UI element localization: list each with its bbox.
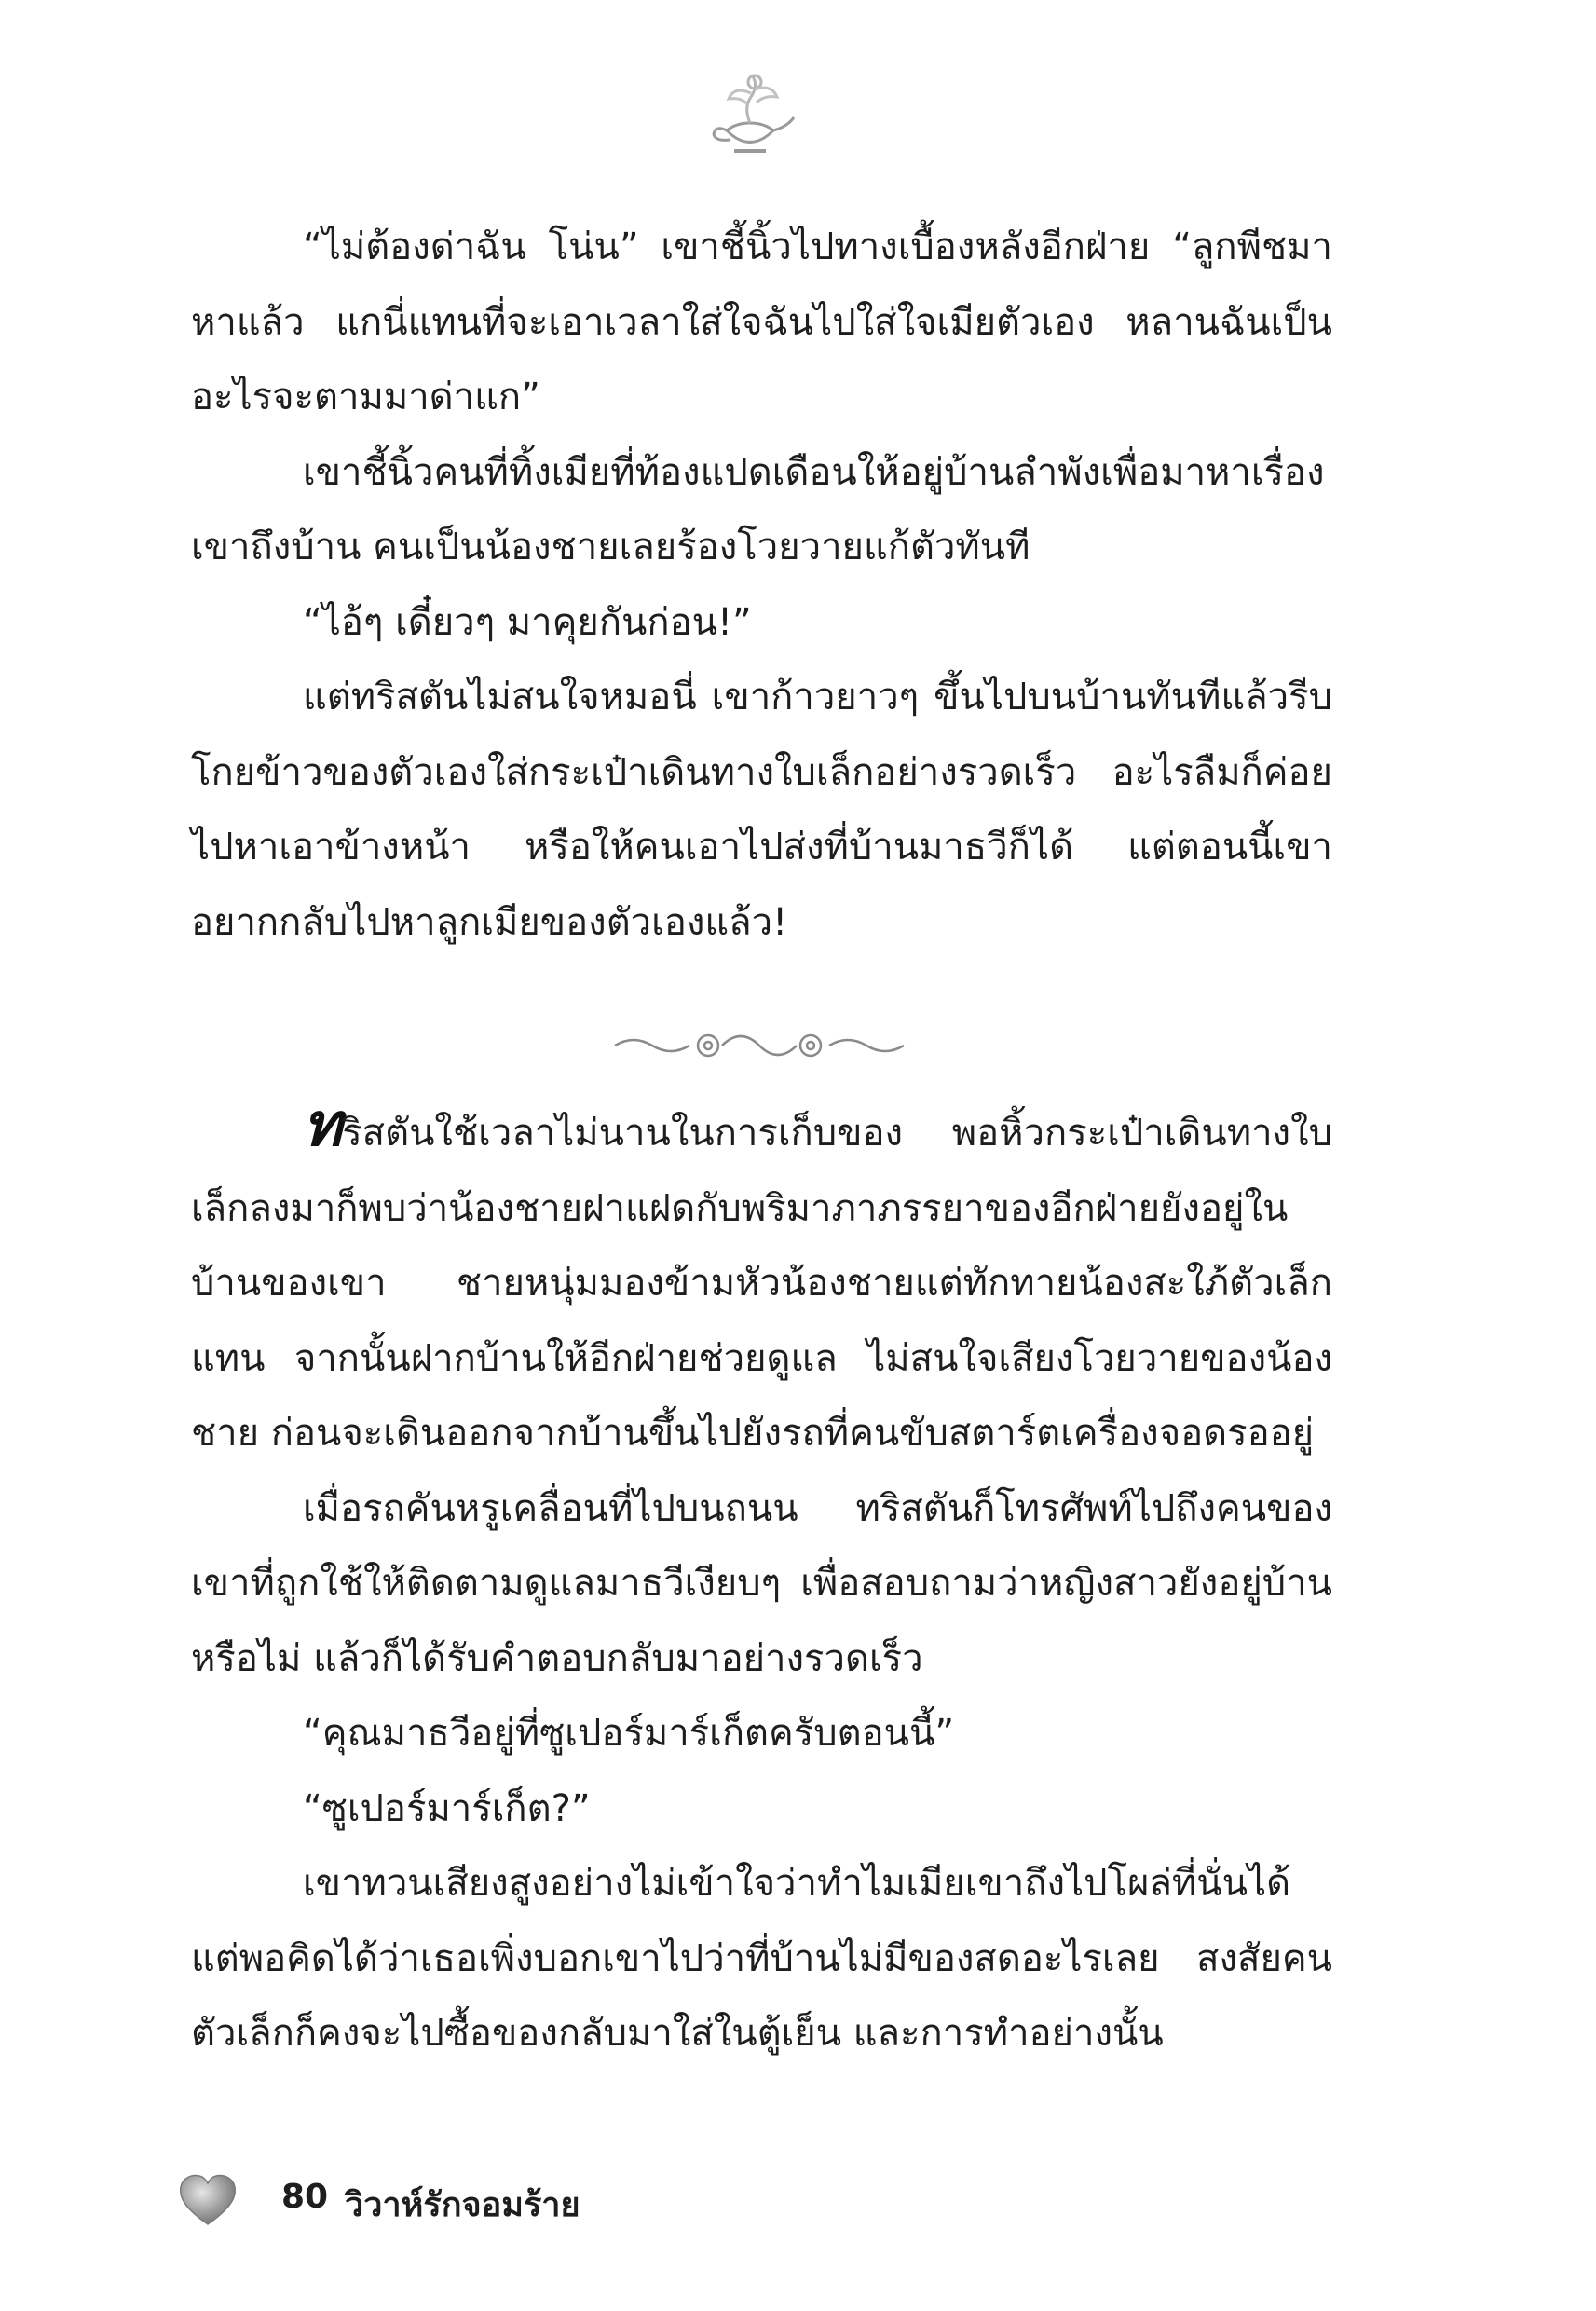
paragraph: “ซูเปอร์มาร์เก็ต?” [303, 1786, 591, 1830]
paragraph: เขาชี้นิ้วคนที่ทิ้งเมียที่ท้องแปดเดือนให้อยู่บ้านลำพังเพื่อมาหาเรื่องเขาถึงบ้าน คนเป็นน้องชายเลยร้องโวยวายแก้ตัวทันที [191, 450, 1325, 568]
lamp-fairy-ornament-icon [699, 65, 801, 168]
paragraph: แต่ทริสตันไม่สนใจหมอนี่ เขาก้าวยาวๆ ขึ้นไปบนบ้านทันทีแล้วรีบโกยข้าวของตัวเองใส่กระเป๋าเดินทางใบเล็กอย่างรวดเร็ว อะไรลืมก็ค่อยไปหาเอาข้างหน้า หรือให้คนเอาไปส่งที่บ้านมาธวีก็ได้ แต่ตอนนี้เขาอยากกลับไปหาลูกเมียของตัวเองแล้ว! [191, 676, 1332, 944]
passage-top [191, 210, 1332, 960]
heart-icon [177, 2172, 239, 2226]
scroll-flourish-divider-icon [606, 1025, 913, 1066]
paragraph: “ไอ้ๆ เดี๋ยวๆ มาคุยกันก่อน!” [303, 600, 752, 644]
paragraph: เมื่อรถคันหรูเคลื่อนที่ไปบนถนน ทริสตันก็โทรศัพท์ไปถึงคนของเขาที่ถูกใช้ให้ติดตามดูแลมาธวีเงียบๆ เพื่อสอบถามว่าหญิงสาวยังอยู่บ้านหรือไม่ แล้วก็ได้รับคำตอบกลับมาอย่างรวดเร็ว [191, 1486, 1332, 1680]
paragraph-with-dropcap [191, 1090, 1332, 1471]
paragraph: “ไม่ต้องด่าฉัน โน่น” เขาชี้นิ้วไปทางเบื้องหลังอีกฝ่าย “ลูกพีชมาหาแล้ว แกนี่แทนที่จะเอาเวลาใส่ใจฉันไปใส่ใจเมียตัวเอง หลานฉันเป็นอะไรจะตามมาด่าแก” [191, 226, 1332, 418]
paragraph-text: ริสตันใช้เวลาไม่นานในการเก็บของ พอหิ้วกระเป๋าเดินทางใบเล็กลงมาก็พบว่าน้องชายฝาแฝดกับพริมาภาภรรยาของอีกฝ่ายยังอยู่ในบ้านของเขา ชายหนุ่มมองข้ามหัวน้องชายแต่ทักทายน้องสะใภ้ตัวเล็กแทน จากนั้นฝากบ้านให้อีกฝ่ายช่วยดูแล ไม่สนใจเสียงโวยวายของน้องชาย ก่อนจะเดินออกจากบ้านขึ้นไปยังรถที่คนขับสตาร์ตเครื่องจอดรออยู่ [191, 1112, 1332, 1455]
drop-cap: ท [303, 1090, 343, 1160]
book-title: วิวาห์รักจอมร้าย [345, 2186, 580, 2224]
page-footer [177, 2167, 829, 2232]
passage-bottom [191, 1090, 1332, 2072]
page-number: 80 [281, 2178, 329, 2216]
paragraph: เขาทวนเสียงสูงอย่างไม่เข้าใจว่าทำไมเมียเขาถึงไปโผล่ที่นั่นได้ แต่พอคิดได้ว่าเธอเพิ่งบอกเขาไปว่าที่บ้านไม่มีของสดอะไรเลย สงสัยคนตัวเล็กก็คงจะไปซื้อของกลับมาใส่ในตู้เย็น และการทำอย่างนั้น [191, 1862, 1332, 2055]
paragraph: “คุณมาธวีอยู่ที่ซูเปอร์มาร์เก็ตครับตอนนี้” [303, 1712, 955, 1755]
